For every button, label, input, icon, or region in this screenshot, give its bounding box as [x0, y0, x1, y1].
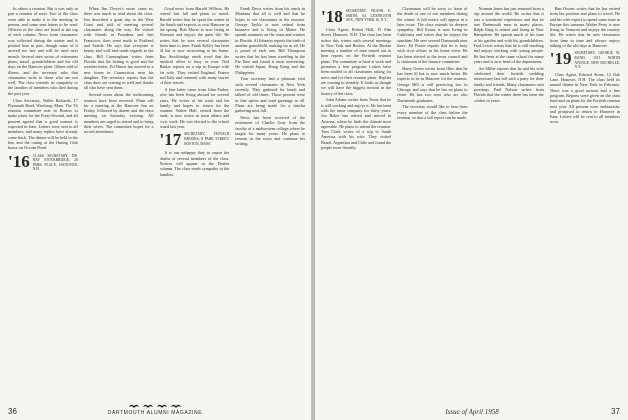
left-columns	[8, 6, 305, 398]
body-text: In others a reunion. But it was only in part a reunion of sorts. Two of the class were able to make it to the meeting in person, and some sent letters to be read. Officers of the class are listed at the top of each column. News from classmates was collected during the winter and is printed here in part, though some of it arrived too late and will be used next month. Several men wrote of retirement plans, travel, grandchildren and the old days on the Hanover plain. Others told of illness, and the secretary asks that classmates write to those who are not well. The class extends its sympathy to the families of members who died during the past year.	[8, 6, 78, 96]
body-text: Class Secretary, Waldo Richards, 17 Plymouth Road, Winthrop, Mass. The '16 reunion committee met in Boston to make plans for the Forty-Second, and all present agreed that a good turnout is expected in June. Letters were sent to all members, and many replies have already come back. The dinner will be held in the Inn, and the outing at the Outing Club house on Occom Pond.	[8, 97, 78, 151]
issue-label: Issue of April 1958	[445, 408, 499, 416]
class-year-heading-16: '16 CLASS SECRETARY, DR. RAY STOCKBRIDGE, 20 PARK PLACE, HANOVER, N.H.	[8, 151, 78, 172]
class-year-heading-19: '19 SECRETARY, GEORGE W. RAND, 1513 NORTH AVENUE, NEW ROCHELLE, N.Y.	[549, 49, 620, 70]
class-secretary-info: CLASS SECRETARY, DR. RAY STOCKBRIDGE, 20 PARK PLACE, HANOVER, N.H.	[32, 153, 78, 172]
body-text: Your secretary had a pleasant visit with several classmates in New York recently. They gathered for lunch and talked of old times. Those present were in fine spirits and send greetings to all. Plans are being made for a similar gathering next fall.	[235, 76, 305, 114]
left-col-4	[235, 6, 305, 398]
body-text: Several notes about the forthcoming reunion have been received. Plans call for a meeting at the Hanover Inn on Friday, followed by dinner and the class meeting on Saturday evening. All members are urged to attend and to bring their wives. The committee hopes for a record attendance.	[83, 92, 154, 135]
class-year-heading-17: '17 SECRETARY, DONALD BROOKS, 8 PARK STREET, BOSTON, MASS.	[159, 130, 230, 150]
body-text: Classmates will be sorry to learn of the death of one of our members during the winter. A full notice will appear in a later issue. The class extends its deepest sympathy. Bill Evans is now living in California and writes that he enjoys the sunshine. He sees several Dartmouth men there. Ed Foster reports that he is busy with civic affairs in his home town. He has been elected to the town council and is chairman of the finance committee.	[397, 6, 468, 64]
body-text: Good news from Harold Willson. He retired last fall and plans to travel. Harold writes that he spent the winter in the South and expects to visit Hanover in the spring. Bob Morse is now living in Vermont and enjoys the quiet life. He writes that he sees several classmates from time to time. Frank Kelley has been ill but is now recovering at his home. Ray Stockbridge sends word that the medical office is busy as ever. Ned Barker reports on a trip to Europe with his wife. They visited England, France and Italy and returned with many stories of their travels.	[159, 6, 230, 86]
class-secretary-info: SECRETARY, DONALD BROOKS, 8 PARK STREET, BOSTON, MASS.	[184, 132, 230, 146]
right-col-4	[550, 6, 620, 398]
body-text: Ben Owens writes that he has retired from his position and plans to travel. He and his wife expect to spend some time in Europe this summer. Walter Perry is now living in Vermont and enjoys the country life. He writes that he sees classmates from time to time and always enjoys talking of the old days at Hanover.	[549, 6, 620, 49]
body-text: Norman Jones has just returned from a trip around the world. He writes that it was a wonderful experience and that he met Dartmouth men in many places. Ralph King is retired and living in New Hampshire. He spends much of his time in his garden and with his grandchildren. Fred Lewis writes that he is still teaching and enjoys working with young people. He has been at the same school for many years and is now head of the department.	[473, 6, 544, 64]
left-col-1	[8, 6, 78, 398]
right-footer	[323, 407, 620, 416]
right-columns	[321, 6, 620, 398]
body-text: News has been received of the retirement of Charles Gray from the faculty of a midwestern college where he taught for many years. He plans to remain in the town and continue his writing.	[235, 114, 305, 147]
body-text: Class Agent, Edward Stone, 12 Oak Lane, Hanover, N.H. The class held its annual dinner in New York in February. There was a good turnout and a fine program. Reports were given on the class fund and on plans for the Fortieth reunion next year. All present were enthusiastic and promised to return to Hanover in June. Letters will be sent to all members soon.	[549, 71, 620, 125]
body-text: Class Agent, Robert Hall, 15 Elm Street, Hanover, N.H. The class has been active this winter with several meetings in New York and Boston. At the Boston meeting a number of men turned out to hear reports on the Fortieth reunion plans. The committee is hard at work and promises a fine program. Letters have been mailed to all classmates asking for news and for their reunion plans. Replies are coming in steadily. It looks as though we will have the biggest turnout in the history of the class.	[321, 27, 392, 96]
body-text: It is our unhappy duty to report the deaths of several members of the class. Notices will appear in the Deaths column. The class sends sympathy to the families.	[159, 150, 230, 177]
left-footer	[8, 402, 303, 416]
magazine-name: DARTMOUTH ALUMNI MAGAZINE	[107, 410, 203, 416]
left-page	[0, 0, 311, 420]
bird-icon	[142, 402, 154, 409]
bird-emblem-icon	[128, 402, 182, 409]
page-number: 37	[611, 407, 620, 416]
left-col-2	[84, 6, 154, 398]
class-secretary-info: SECRETARY, GEORGE W. RAND, 1513 NORTH AVENUE, NEW ROCHELLE, N.Y.	[574, 51, 620, 70]
body-text: The secretary would like to hear from every member of the class before the reunion, so that a full report can be made.	[397, 104, 468, 120]
body-text: John Adams writes from Texas that he is still working and enjoys it. He has been with the same company for thirty years. Joe Baker has retired and moved to Arizona, where he finds the climate most agreeable. He plans to attend the reunion. Tom Clark writes of a trip to South America with his wife. They visited Brazil, Argentina and Chile and found the people most friendly.	[321, 97, 392, 151]
class-year-heading-18: '18 SECRETARY, FRANK E. SMITH, 64 LEXINGTON AVE., NEW YORK 16, N.Y.	[321, 7, 392, 26]
body-text: When Jim Dwyer's notes came in, there was much to read about the class. Jim described a great trip to the West Coast and told of meeting several classmates along the way. He visited with friends in Pasadena and San Francisco, then went north to Portland and Seattle. He says that everyone is hearty and well and sends regards to the class. Bill Cunningham writes from Florida that the fishing is good and the weather better. Ed Harris has moved to a new home in Connecticut near his daughter. The secretary reports that the class dues are coming in well and thanks all who have sent them.	[83, 6, 154, 91]
body-text: Harry Green writes from Ohio that he has been ill but is now much better. He expects to be in Hanover for the reunion. George Hill is still practicing law in Chicago and says that he has no plans to retire. He has two sons who are also Dartmouth graduates.	[397, 65, 468, 103]
body-text: Frank Davis writes from his ranch in Montana that all is well and that he hopes to see classmates at the reunion. George Taylor is now retired from business and is living in Maine. He spends summers on the coast and winters in Florida. Al Johnson reports the birth of another grandchild, making six in all. He is proud of each one. Bill Thompson writes that he has been traveling in the Far East and found it most interesting. He visited Japan, Hong Kong and the Philippines.	[235, 6, 305, 75]
right-col-3	[474, 6, 544, 398]
bird-icon	[128, 402, 140, 409]
left-col-3	[160, 6, 230, 398]
right-col-1	[321, 6, 391, 398]
right-page	[315, 0, 628, 420]
body-text: A fine letter came from John Parker, who has been living abroad for several years. He writes of his work and his family and hopes to return for the reunion. Walter Hall, retired from the bank, is now active in town affairs and civic work. He was elected to the school board last year.	[159, 86, 230, 130]
bird-icon	[170, 402, 182, 409]
class-secretary-info: SECRETARY, FRANK E. SMITH, 64 LEXINGTON AVE., NEW YORK 16, N.Y.	[345, 9, 392, 23]
right-col-2	[397, 6, 467, 398]
body-text: Art Miller reports that he and his wife celebrated their fortieth wedding anniversary last fall with a party for their family and friends. Many classmates sent greetings. Paul Nelson writes from Florida that the winter there has been the coldest in years.	[473, 65, 544, 103]
bird-icon	[156, 402, 168, 409]
page-number: 36	[8, 407, 17, 416]
